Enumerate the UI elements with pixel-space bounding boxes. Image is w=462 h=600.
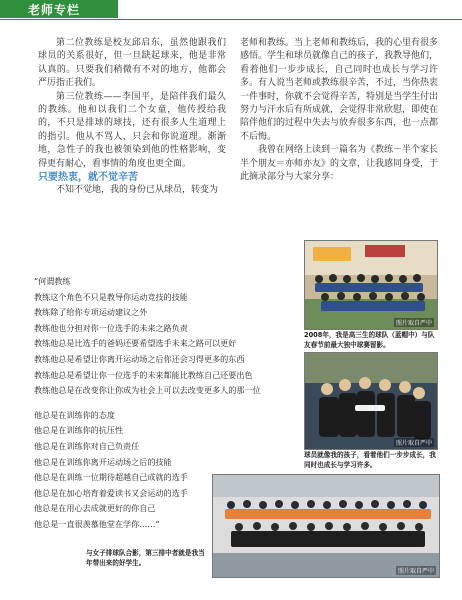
paragraph: 不知不觉地，我的身份已从球员，转变为 [56, 185, 219, 196]
section-heading: 只要热衷，就不觉辛苦 [38, 172, 138, 184]
womens-team-photo-image [213, 475, 439, 577]
photo-caption: 球员就像我的孩子，看着他们一步步成长，我同时也成长与学习许多。 [304, 451, 436, 469]
quote-line: 教练他总是希望让你离开运动场之后你还会习得更多的东西 [34, 353, 245, 364]
quote-line: 教练他也分担对你一位选手的未来之路负责 [34, 322, 188, 333]
team-huddle-photo [304, 352, 438, 450]
quote-line: 教练这个角色不只是教导你运动竞技的技能 [34, 291, 188, 302]
quote-line: 他总是在训练你的抗压性 [34, 425, 124, 436]
header-divider [0, 19, 462, 20]
paragraph: 第三位教练——李国平，是陪伴我们最久的教练。他和以我们二个女童，他传授给我的，不只是排球的球技，还有很多人生道理上的指引。他从不骂人，只会和你说道理。渐渐地，急性子的我也被领染到他的性格影响，变得更有耐心，看事情的角度也更全面。 [38, 91, 226, 169]
quote-gap [34, 399, 290, 408]
paragraph: 我曾在网络上读到一篇名为《教练－半个家长半个朋友＝亦师亦友》的文章，让我感同身受，于此摘录部分与大家分享： [240, 145, 439, 183]
photo-caption: 与女子排球队合影，第三排中者就是我当年带出来的好学生。 [86, 549, 205, 567]
quote-line: 教练他总是比选手的爸妈还要希望选手未来之路可以更好 [34, 338, 237, 349]
quote-line: 他总是在训练一位期待超越自己成就的选手 [34, 472, 188, 483]
quote-line: 他总是一直很羡慕他堂在学你……” [34, 518, 160, 529]
left-text-column [38, 37, 226, 198]
quote-line: 他总是在训练你的态度 [34, 409, 115, 420]
quote-line: 教练他总是在改变你让你成为社会上可以去改变更多人的那一位 [34, 385, 261, 396]
photo-credit: 照片取自严中 [397, 568, 434, 575]
womens-team-photo [212, 474, 440, 578]
quote-line: 他总是在加心培育着爱读书又会运动的选手 [34, 487, 188, 498]
quote-line: 教练他总是希望让你一位选手的未来都能比教练自己还要出色 [34, 369, 253, 380]
quote-line: 他总是在用心去成就更好的你自己 [34, 503, 156, 514]
paragraph: 老师和教练。当上老师和教练后，我的心里有很多感悟。学生和球员就像自己的孩子，我教导他们，看着他们一步步成长，自己同时也成长与学习许多。有人说当老师或教练很辛苦，不过，当你热衷一件事时，你就不会觉得辛苦，特别是当学生付出努力与汗水后有所成就，会觉得非常欣慰，即使在陪伴他们的过程中失去与放弃很多东西，也一点都不后悔。 [240, 38, 439, 142]
quote-line: 他总是在训练你离开运动场之后的技能 [34, 456, 172, 467]
huddle-photo-image [305, 353, 437, 449]
team-photo-2008 [304, 240, 438, 330]
paragraph: 第二位教练是校友邱启东，虽然他跟我们球员的关系很好，但一旦缺起球来，他是非常认真的。只要我们稍微有不对的地方，他都会严厉指正我们。 [38, 38, 226, 89]
quote-line: “何谓教练 [34, 276, 71, 286]
quote-line: 他总是在训练你对自己负责任 [34, 440, 140, 451]
photo-credit: 照片取自严中 [395, 440, 432, 447]
photo-caption: 2008年，我是高三生的球队（蓝帽中）与队友春节前最大独中球赛留影。 [304, 331, 435, 349]
photo-credit: 照片取自严中 [395, 320, 432, 327]
quote-line: 教练除了给你专项运动建议之外 [34, 307, 148, 318]
column-title: 老师专栏 [28, 3, 81, 17]
page-header [0, 0, 462, 26]
team-photo-image [305, 241, 437, 329]
right-text-column [240, 37, 438, 184]
